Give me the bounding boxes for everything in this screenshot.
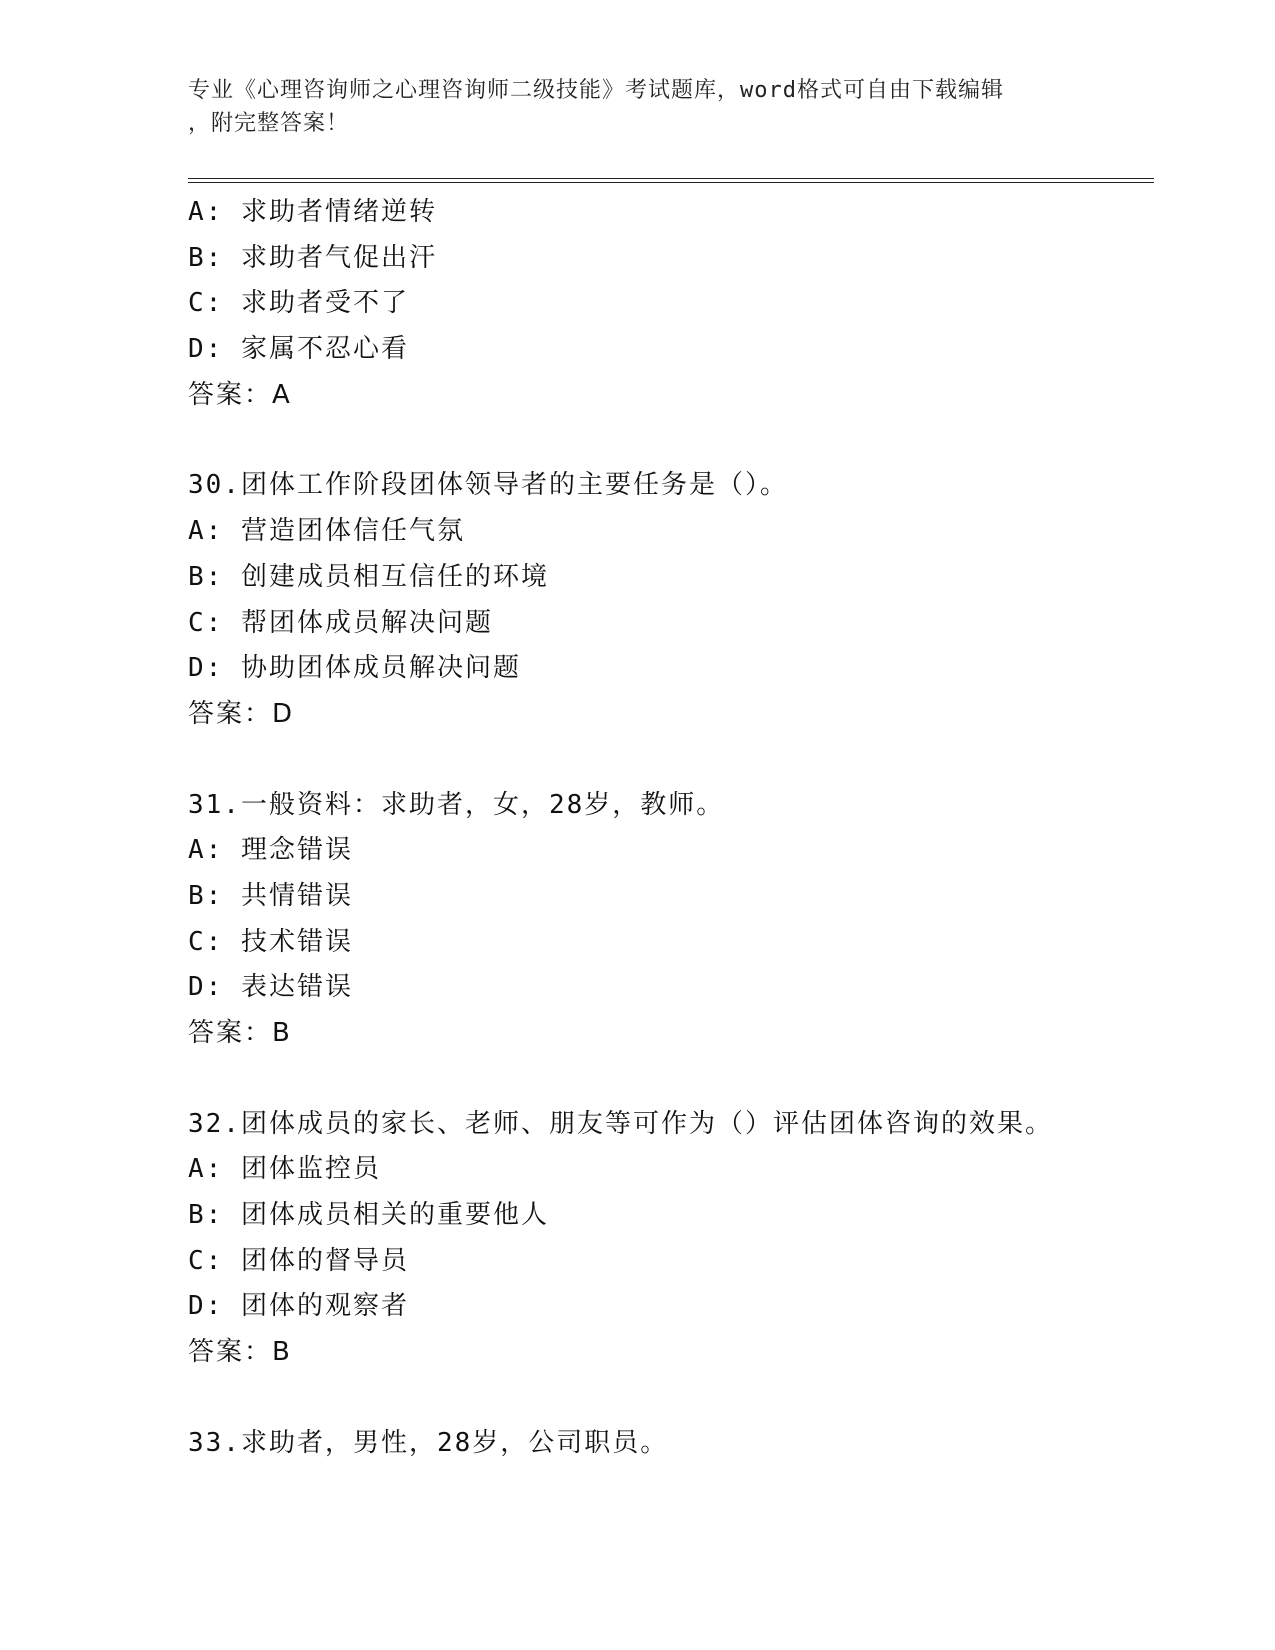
option-a: A: 求助者情绪逆转 xyxy=(188,197,437,227)
answer-line: 答案：D xyxy=(188,698,295,729)
option-d: D: 表达错误 xyxy=(188,972,353,1003)
option-b: B: 创建成员相互信任的环境 xyxy=(188,561,549,592)
question-31 xyxy=(188,783,1148,1057)
option-b: B: 求助者气促出汗 xyxy=(188,242,437,273)
option-b: B: 共情错误 xyxy=(188,880,353,911)
header-line-1: 专业《心理咨询师之心理咨询师二级技能》考试题库，word格式可自由下载编辑 xyxy=(188,78,1004,103)
question-title: 33.求助者，男性，28岁，公司职员。 xyxy=(188,1427,669,1458)
answer-line: 答案：B xyxy=(188,1337,292,1368)
question-title: 32.团体成员的家长、老师、朋友等可作为（）评估团体咨询的效果。 xyxy=(188,1108,1053,1139)
question-33 xyxy=(188,1421,1148,1467)
answer-line: 答案：A xyxy=(188,379,292,410)
question-title: 30.团体工作阶段团体领导者的主要任务是（）。 xyxy=(188,470,788,501)
option-a: A: 营造团体信任气氛 xyxy=(188,516,465,547)
option-a: A: 理念错误 xyxy=(188,835,353,866)
option-d: D: 团体的观察者 xyxy=(188,1291,409,1322)
question-30 xyxy=(188,463,1148,737)
header-divider-bottom xyxy=(188,182,1154,183)
option-c: C: 团体的督导员 xyxy=(188,1245,409,1276)
option-d: D: 协助团体成员解决问题 xyxy=(188,653,521,684)
question-title: 31.一般资料：求助者，女，28岁，教师。 xyxy=(188,789,725,820)
option-c: C: 求助者受不了 xyxy=(188,288,409,319)
option-a: A: 团体监控员 xyxy=(188,1154,381,1185)
document-header xyxy=(188,74,1088,140)
question-32 xyxy=(188,1102,1148,1376)
header-divider-top xyxy=(188,178,1154,179)
option-b: B: 团体成员相关的重要他人 xyxy=(188,1200,549,1231)
header-line-2: ，附完整答案！ xyxy=(188,111,350,136)
question-29-continued xyxy=(188,190,1148,418)
option-d: D: 家属不忍心看 xyxy=(188,334,409,365)
option-c: C: 技术错误 xyxy=(188,926,353,957)
answer-line: 答案：B xyxy=(188,1018,292,1048)
option-c: C: 帮团体成员解决问题 xyxy=(188,607,493,638)
question-list xyxy=(188,190,1148,1512)
